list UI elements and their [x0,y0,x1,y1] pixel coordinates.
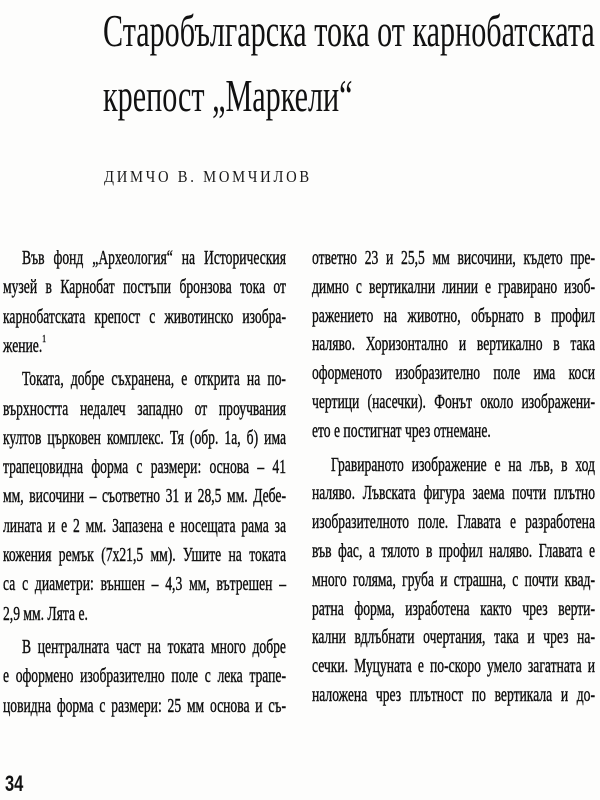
text-line-content: наложена чрез плътност по вертикала и до- [312,684,595,706]
text-line-content: наляво. Лъвската фигура заема почти плътно [312,482,595,505]
text-line [3,484,286,508]
text-line [3,455,286,479]
text-line-content: карнобатската крепост с животинско изобра- [3,305,286,328]
text-line-content: ответно 23 и 25,5 мм височини, където пре- [312,247,595,269]
text-line [312,419,595,443]
text-line [312,597,595,621]
text-line-content: много голяма, груба и страшна, с почти квад- [312,568,595,591]
text-line-content: ратна форма, изработена както чрез верти- [312,597,595,620]
text-line [312,683,595,707]
text-line [3,572,286,596]
page-number: 34 [5,771,24,796]
text-line-content: наляво. Хоризонтално и вертикално в така [312,333,595,356]
text-line-content: във фас, а тялото в профил наляво. Главата е [312,540,595,562]
text-line-content: димно с вертикални линии е гравирано изоб- [312,275,595,298]
text-line [22,635,286,659]
article-title-line-1: Старобългарска тока от карнобатската [103,5,595,56]
text-line-content: кожения ремък (7х21,5 мм). Ушите на токата [3,544,286,566]
text-line-content: Във фонд „Археология“ на Историческия [22,247,286,269]
text-line [312,539,595,563]
text-line [312,246,595,270]
text-line-content: изобразителното поле. Главата е разработена [312,511,595,534]
text-line-content: лината и е 2 мм. Запазена е носещата рама за [3,514,286,537]
article-title-line-2: крепост „Маркели“ [103,70,353,121]
text-line-content: трапецовидна форма с размери: основа – 41 [3,456,286,479]
text-line [3,602,286,626]
text-line [312,275,595,299]
text-line-content: мм, височини – съответно 31 и 28,5 мм. Дебе- [3,485,286,508]
text-line-content: оформеното изобразително поле има коси [312,362,595,385]
text-line-content: жение. [3,334,43,357]
text-line [3,664,286,688]
text-line-content: чертици (насечки). Фонът около изображени- [312,391,595,413]
text-line [312,481,595,505]
text-line [312,654,595,678]
text-line-content: култов църковен комплекс. Тя (обр. 1а, б) има [3,426,286,449]
footnote-mark[interactable]: 1 [42,332,46,345]
text-line [3,275,286,299]
text-line [312,510,595,534]
text-line-content: е оформено изобразително поле с лека трапе- [3,665,286,688]
text-line [331,453,595,477]
text-line [312,361,595,385]
text-line [3,334,286,358]
text-line-content: Гравираното изображение е на лъв, в ход [331,453,595,476]
text-line [22,367,286,391]
text-line-content: Токата, добре съхранена, е открита на по- [22,368,286,391]
text-line-content: върхността недалеч западно от проучвания [3,397,286,420]
text-line [3,305,286,329]
text-line-content: ето е постигнат чрез отнемане. [312,419,491,442]
author-name: ДИМЧО В. МОМЧИЛОВ [104,167,312,186]
text-line-content: музей в Карнобат постъпи бронзова тока от [3,276,286,299]
text-line [312,304,595,328]
text-line-content: В централната част на токата много добре [22,635,286,658]
text-line [312,332,595,356]
text-line [312,625,595,649]
text-line-content: сечки. Муцуната е по-скоро умело загатната и [312,655,595,678]
text-line [312,568,595,592]
text-line [3,397,286,421]
text-line-content: кални вдлъбнати очертания, така и чрез на- [312,626,595,649]
text-line-content: 2,9 мм. Лята е. [3,602,88,625]
text-line [3,426,286,450]
text-line [3,514,286,538]
text-line [22,246,286,270]
text-line-content: ражението на животно, обърнато в профил [312,304,595,327]
text-line [3,543,286,567]
text-line [3,694,286,718]
text-line [312,390,595,414]
text-line-content: са с диаметри: външен – 4,3 мм, вътрешен – [3,573,286,596]
text-line-content: цовидна форма с размери: 25 мм основа и съ- [3,694,286,717]
